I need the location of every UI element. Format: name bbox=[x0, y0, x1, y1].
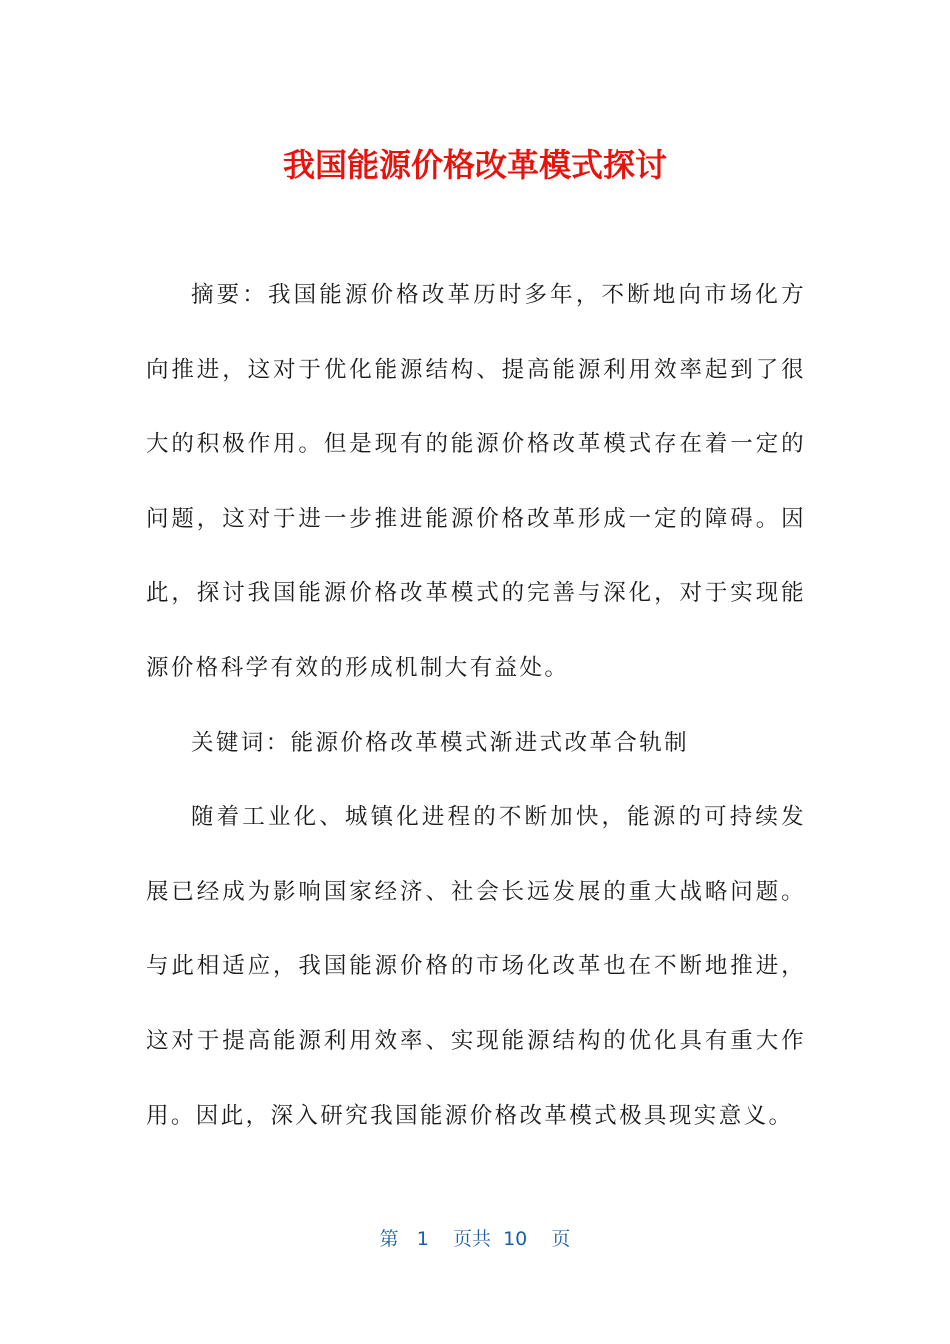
page-footer bbox=[0, 1224, 950, 1251]
footer-middle: 页共 bbox=[452, 1228, 491, 1250]
document-title: 我国能源价格改革模式探讨 bbox=[282, 146, 667, 184]
footer-suffix: 页 bbox=[551, 1228, 571, 1250]
body-paragraph: 随着工业化、城镇化进程的不断加快，能源的可持续发展已经成为影响国家经济、社会长远发展的重大战略问题。与此相适应，我国能源价格的市场化改革也在不断地推进，这对于提高能源利用效率、实现能源结构的优化具有重大作用。因此，深入研究我国能源价格改革模式极具现实意义。 bbox=[146, 804, 806, 1129]
footer-total-pages: 10 bbox=[503, 1228, 528, 1250]
abstract-paragraph: 摘要：我国能源价格改革历时多年，不断地向市场化方向推进，这对于优化能源结构、提高能源利用效率起到了很大的积极作用。但是现有的能源价格改革模式存在着一定的问题，这对于进一步推进能源价格改革形成一定的障碍。因此，探讨我国能源价格改革模式的完善与深化，对于实现能源价格科学有效的形成机制大有益处。 bbox=[146, 282, 806, 681]
footer-prefix: 第 bbox=[379, 1228, 399, 1250]
document-body bbox=[146, 258, 806, 1153]
keywords-paragraph: 关键词：能源价格改革模式渐进式改革合轨制 bbox=[191, 729, 690, 756]
footer-current-page: 1 bbox=[416, 1228, 429, 1250]
